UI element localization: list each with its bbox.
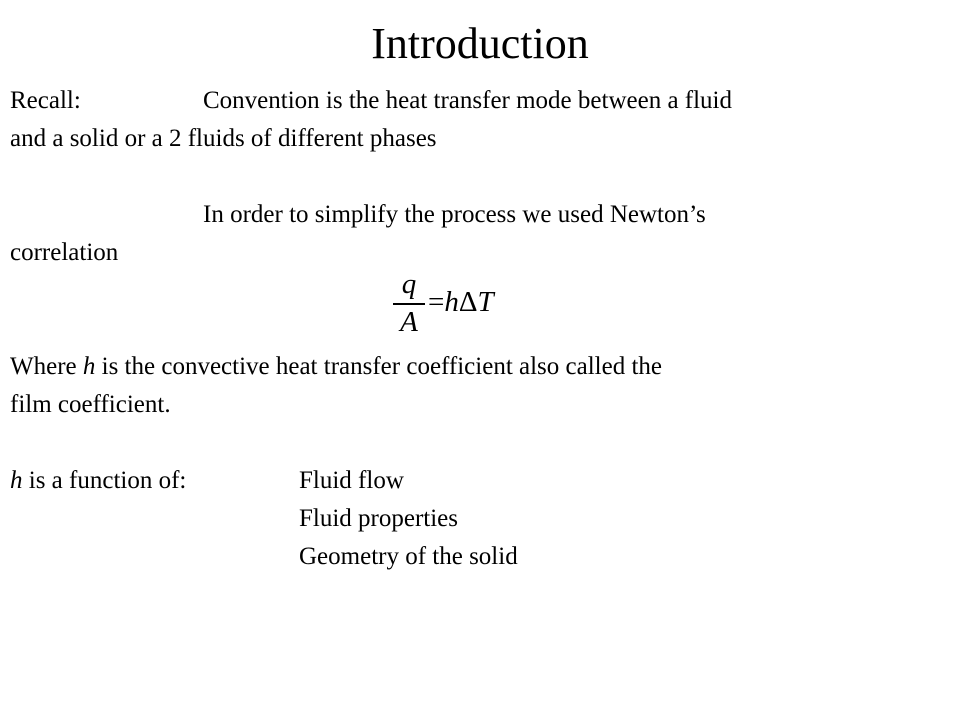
function-of-label	[10, 466, 186, 496]
where-line-2: film coefficient.	[10, 391, 171, 418]
function-of-var: h	[10, 467, 23, 494]
formula-fraction	[392, 266, 426, 338]
function-item: Geometry of the solid	[299, 543, 518, 570]
formula-rhs	[428, 285, 494, 319]
recall-label: Recall:	[10, 87, 81, 114]
where-prefix: Where	[10, 353, 77, 380]
function-item: Fluid properties	[299, 505, 459, 532]
where-rest: is the convective heat transfer coefficient also called the	[101, 353, 663, 380]
formula-h: h	[444, 286, 459, 318]
formula-denominator: A	[400, 306, 418, 338]
page-title: Introduction	[371, 19, 589, 68]
formula-t: T	[477, 286, 494, 318]
recall-line-1: Convention is the heat transfer mode between a fluid	[203, 87, 733, 114]
newton-line-2: correlation	[10, 239, 119, 266]
function-of-text: is a function of:	[28, 467, 187, 494]
recall-line-2: and a solid or a 2 fluids of different phases	[10, 125, 437, 152]
where-var: h	[82, 353, 96, 380]
formula-numerator: q	[401, 268, 417, 300]
formula-delta: Δ	[458, 286, 478, 318]
newton-formula	[380, 266, 600, 338]
newton-line-1: In order to simplify the process we used Newton’s	[203, 201, 706, 228]
function-item: Fluid flow	[299, 467, 404, 494]
formula-equals: =	[428, 286, 445, 318]
where-line-1	[10, 352, 662, 382]
fraction-bar	[393, 303, 425, 305]
